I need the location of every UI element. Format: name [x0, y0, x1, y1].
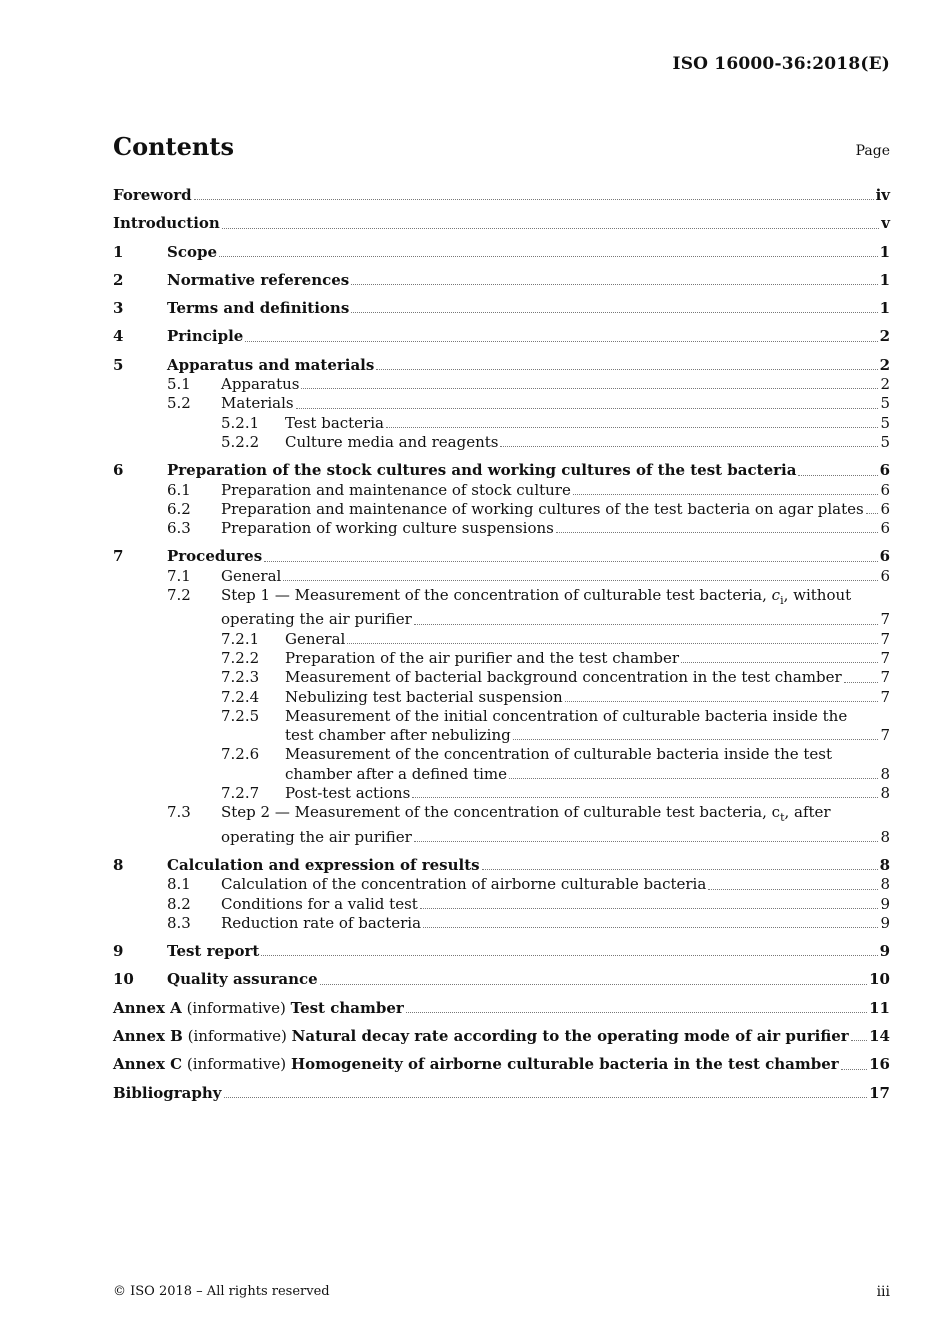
toc-entry-number: 3	[113, 299, 124, 318]
dot-leader	[565, 701, 879, 702]
dot-leader	[386, 427, 878, 428]
toc-entry-page: 8	[880, 764, 890, 783]
toc-entry-title: Preparation of the air purifier and the test chamber	[285, 648, 680, 667]
dot-leader	[224, 1097, 868, 1098]
toc-entry[interactable]	[113, 856, 890, 875]
toc-entry-page: 2	[879, 327, 890, 346]
dot-leader	[301, 388, 878, 389]
toc-entry-page: v	[881, 214, 890, 233]
toc-entry[interactable]	[113, 726, 890, 745]
toc-entry-page: 6	[879, 461, 890, 480]
toc-entry-page: 9	[880, 913, 890, 932]
toc-entry[interactable]	[113, 828, 890, 847]
toc-entry-page: 9	[880, 894, 890, 913]
dot-leader	[500, 446, 878, 447]
variable-subscript: i	[780, 594, 784, 608]
dot-leader	[412, 797, 878, 798]
toc-entry-number: 1	[113, 242, 124, 261]
dot-leader	[222, 228, 879, 229]
toc-entry-page: 7	[880, 629, 890, 648]
dot-leader	[420, 908, 879, 909]
toc-entry-number: 8.1	[167, 875, 191, 894]
toc-entry-title: Preparation and maintenance of working cultures of the test bacteria on agar plates	[221, 499, 864, 518]
toc-entry-page: 5	[880, 413, 890, 432]
toc-entry[interactable]	[113, 942, 890, 961]
toc-entry-title: Bibliography	[113, 1083, 222, 1102]
toc-entry-number: 7.1	[167, 566, 191, 585]
dot-leader	[347, 643, 878, 644]
toc-entry-number: 5.1	[167, 375, 191, 394]
toc-entry-title: Procedures	[167, 547, 263, 566]
toc-entry-number: 6	[113, 461, 124, 480]
annex-type: (informative)	[187, 1026, 287, 1045]
toc-entry-page: 7	[880, 687, 890, 706]
toc-entry-page: 7	[880, 726, 890, 745]
toc-entry-page: 6	[880, 499, 890, 518]
toc-entry-title-group	[113, 1027, 849, 1046]
toc-entry-title: Measurement of bacterial background concentration in the test chamber	[285, 668, 842, 687]
toc-entry-page: 10	[869, 970, 890, 989]
toc-entry-page: 14	[869, 1026, 890, 1045]
toc-entry-title: Apparatus and materials	[167, 355, 375, 374]
variable-symbol: c	[771, 586, 781, 605]
toc-entry-title: Quality assurance	[167, 970, 318, 989]
toc-entry-page: 11	[869, 998, 890, 1017]
toc-entry-title: Scope	[167, 242, 218, 261]
dot-leader	[509, 778, 878, 779]
toc-entry[interactable]	[113, 784, 890, 803]
toc-entry-first-line	[113, 745, 890, 764]
toc-entry-page: 6	[880, 566, 890, 585]
toc-entry-page: 9	[879, 942, 890, 961]
toc-entry-number: 9	[113, 942, 124, 961]
toc-entry-page: 8	[880, 875, 890, 894]
toc-entry-first-line	[113, 586, 890, 610]
toc-entry-title: Foreword	[113, 186, 192, 204]
toc-entry-title: Post-test actions	[285, 784, 411, 803]
toc-entry-page: iv	[875, 186, 890, 204]
toc-entry-page: 6	[880, 519, 890, 538]
toc-entry-number: 5	[113, 355, 124, 374]
toc-entry-number: 6.1	[167, 480, 191, 499]
toc-entry[interactable]	[113, 433, 890, 452]
toc-entry-number: 7	[113, 547, 124, 566]
toc-entry[interactable]	[113, 375, 890, 394]
page-title: Contents	[113, 132, 234, 161]
dot-leader	[708, 889, 878, 890]
toc-entry-title: Calculation of the concentration of airborne culturable bacteria	[221, 875, 707, 894]
toc-entry[interactable]	[113, 765, 890, 784]
dot-leader	[219, 256, 878, 257]
toc-entry-number: 5.2.2	[221, 432, 260, 451]
toc-entry[interactable]	[113, 299, 890, 318]
toc-entry-first-line	[113, 803, 890, 827]
toc-entry[interactable]	[113, 356, 890, 375]
document-id: ISO 16000-36:2018(E)	[672, 54, 890, 74]
dot-leader	[351, 284, 877, 285]
toc-entry-page: 2	[879, 355, 890, 374]
toc-entry[interactable]	[113, 214, 890, 233]
annex-label: Annex B	[113, 1026, 183, 1045]
toc-entry-number: 7.2	[167, 586, 191, 605]
toc-entry[interactable]	[113, 630, 890, 649]
toc-entry-title: Test bacteria	[285, 413, 384, 432]
toc-entry-page: 1	[879, 270, 890, 289]
dot-leader	[406, 1012, 867, 1013]
dot-leader	[681, 662, 878, 663]
toc-entry[interactable]	[113, 243, 890, 262]
toc-entry[interactable]	[113, 547, 890, 566]
toc-entry-page: 2	[880, 375, 890, 394]
dot-leader	[556, 532, 879, 533]
toc-entry-title: Principle	[167, 327, 244, 346]
toc-entry-page: 1	[879, 299, 890, 318]
toc-entry[interactable]	[113, 668, 890, 687]
dot-leader	[573, 494, 879, 495]
dot-leader	[841, 1069, 867, 1070]
page-number: iii	[876, 1284, 890, 1300]
dot-leader	[296, 408, 879, 409]
toc-entry-title: General	[221, 566, 282, 585]
toc-entry-number: 7.2.3	[221, 668, 260, 687]
toc-entry-title: Culture media and reagents	[285, 432, 499, 451]
toc-entry-title: Normative references	[167, 270, 350, 289]
toc-entry-number: 10	[113, 970, 134, 989]
toc-entry-title: General	[285, 629, 346, 648]
toc-entry-number: 8.2	[167, 894, 191, 913]
toc-entry-title: Nebulizing test bacterial suspension	[285, 687, 563, 706]
toc-entry-title: Apparatus	[221, 375, 300, 394]
dot-leader	[414, 841, 879, 842]
toc-entry[interactable]	[113, 567, 890, 586]
dot-leader	[482, 869, 878, 870]
toc-entry[interactable]	[113, 1084, 890, 1103]
toc-entry-title: Test report	[167, 942, 260, 961]
toc-entry-title: Introduction	[113, 214, 220, 233]
dot-leader	[283, 580, 878, 581]
dot-leader	[261, 955, 877, 956]
dot-leader	[798, 475, 877, 476]
toc-entry[interactable]	[113, 875, 890, 894]
toc-entry[interactable]	[113, 999, 890, 1018]
toc-entry-page: 7	[880, 610, 890, 629]
toc-entry[interactable]	[113, 394, 890, 413]
toc-entry-title: Natural decay rate according to the operating mode of air purifier	[291, 1026, 849, 1045]
toc-entry-page: 8	[880, 827, 890, 846]
toc-entry[interactable]	[113, 610, 890, 629]
toc-entry-number: 5.2	[167, 394, 191, 413]
toc-entry[interactable]	[113, 519, 890, 538]
toc-entry-title: Test chamber	[290, 998, 404, 1017]
toc-entry[interactable]	[113, 271, 890, 290]
toc-entry-page: 5	[880, 432, 890, 451]
dot-leader	[844, 682, 879, 683]
toc-entry-page: 5	[880, 394, 890, 413]
toc-entry-title: Preparation of the stock cultures and working cultures of the test bacteria	[167, 461, 797, 480]
toc-entry-page: 6	[879, 547, 890, 566]
toc-entry-title-part: Measurement of the initial concentration of culturable bacteria inside the	[285, 706, 848, 725]
dot-leader	[376, 369, 877, 370]
toc-entry-page: 16	[869, 1055, 890, 1074]
toc-entry[interactable]	[113, 895, 890, 914]
toc-entry[interactable]	[113, 414, 890, 433]
page-column-label: Page	[855, 143, 890, 159]
toc-entry-title: operating the air purifier	[221, 827, 412, 846]
toc-entry-title: test chamber after nebulizing	[285, 726, 511, 745]
toc-entry-title-part: , without	[783, 586, 852, 605]
copyright-notice: © ISO 2018 – All rights reserved	[113, 1284, 330, 1299]
dot-leader	[194, 199, 874, 200]
toc-entry[interactable]	[113, 327, 890, 346]
toc-entry-number: 8.3	[167, 913, 191, 932]
toc-entry[interactable]	[113, 186, 890, 205]
toc-entry-title: chamber after a defined time	[285, 764, 508, 783]
toc-entry-title-part: Measurement of the concentration of culturable bacteria inside the test	[285, 745, 833, 764]
dot-leader	[423, 927, 878, 928]
toc-entry-number: 7.2.5	[221, 706, 260, 725]
toc-entry[interactable]	[113, 649, 890, 668]
toc-entry-title-part: , after	[784, 803, 831, 822]
toc-entry[interactable]	[113, 688, 890, 707]
toc-entry-title: Calculation and expression of results	[167, 855, 480, 874]
toc-entry-page: 8	[879, 855, 890, 874]
toc-entry[interactable]	[113, 461, 890, 480]
toc-entry-number: 8	[113, 855, 124, 874]
toc-entry-title: Preparation and maintenance of stock culture	[221, 480, 571, 499]
dot-leader	[351, 312, 877, 313]
dot-leader	[245, 341, 877, 342]
toc-entry[interactable]	[113, 914, 890, 933]
toc-entry-number: 6.2	[167, 499, 191, 518]
toc-entry-number: 7.2.2	[221, 648, 260, 667]
dot-leader	[851, 1040, 867, 1041]
toc-entry-title: Homogeneity of airborne culturable bacteria in the test chamber	[290, 1055, 839, 1074]
toc-entry-page: 17	[869, 1083, 890, 1102]
toc-entry-title: Preparation of working culture suspensions	[221, 519, 554, 538]
annex-label: Annex A	[113, 998, 182, 1017]
toc-entry[interactable]	[113, 1055, 890, 1074]
toc-entry-title-group	[113, 1055, 839, 1074]
toc-entry[interactable]	[113, 500, 890, 519]
dot-leader	[414, 624, 879, 625]
dot-leader	[320, 984, 867, 985]
annex-type: (informative)	[186, 1055, 287, 1074]
toc-entry[interactable]	[113, 970, 890, 989]
variable-subscript: t	[780, 811, 785, 825]
toc-entry-number: 5.2.1	[221, 413, 260, 432]
toc-entry-number: 7.2.4	[221, 687, 260, 706]
toc-entry-number: 7.2.1	[221, 629, 260, 648]
toc-entry-number: 7.2.6	[221, 745, 260, 764]
toc-entry-title-part: Step 1 — Measurement of the concentration of culturable test bacteria,	[221, 586, 772, 605]
toc-entry-number: 7.3	[167, 803, 191, 822]
dot-leader	[513, 739, 879, 740]
toc-entry-title-part: Step 2 — Measurement of the concentration of culturable test bacteria, c	[221, 803, 781, 822]
toc-entry-title: Terms and definitions	[167, 299, 350, 318]
toc-entry-title: operating the air purifier	[221, 610, 412, 629]
table-of-contents	[113, 186, 890, 1103]
toc-entry-title-group	[113, 999, 404, 1018]
toc-entry-number: 2	[113, 270, 124, 289]
annex-type: (informative)	[186, 998, 286, 1017]
toc-entry-title: Conditions for a valid test	[221, 894, 418, 913]
toc-entry-number: 6.3	[167, 519, 191, 538]
toc-entry-page: 8	[880, 784, 890, 803]
toc-entry[interactable]	[113, 481, 890, 500]
annex-label: Annex C	[113, 1055, 183, 1074]
toc-entry-page: 6	[880, 480, 890, 499]
toc-entry-title: Materials	[221, 394, 294, 413]
toc-entry[interactable]	[113, 1027, 890, 1046]
dot-leader	[866, 513, 879, 514]
toc-entry-page: 7	[880, 668, 890, 687]
dot-leader	[264, 561, 877, 562]
toc-entry-number: 4	[113, 327, 124, 346]
toc-entry-page: 7	[880, 648, 890, 667]
toc-entry-number: 7.2.7	[221, 784, 260, 803]
toc-entry-first-line	[113, 707, 890, 726]
toc-entry-page: 1	[879, 242, 890, 261]
toc-entry-title: Reduction rate of bacteria	[221, 913, 422, 932]
